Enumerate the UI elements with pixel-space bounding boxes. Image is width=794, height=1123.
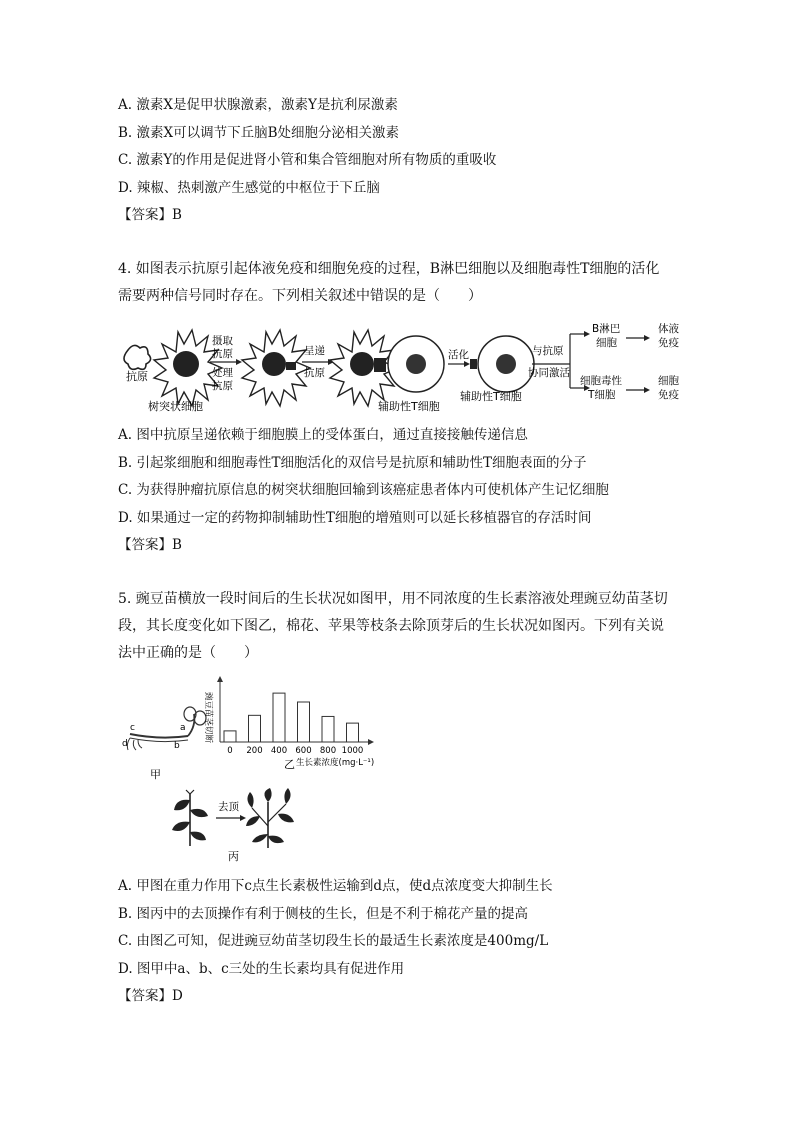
co-activation-a: 与抗原 [532,345,564,357]
q5-stem-line3: 法中正确的是（ ） [118,645,258,661]
q4-option-d: D. 如果通过一定的药物抑制辅助性T细胞的增殖则可以延长移植器官的存活时间 [118,510,592,526]
dendritic-cell-label: 树突状细胞 [148,400,203,413]
label-jia: 甲 [150,768,161,781]
step2-a: 呈递 [304,345,325,357]
helper-t2-label: 辅助性T细胞 [460,390,522,403]
q3-answer: 【答案】B [118,207,182,223]
step1-c: 处理 [212,367,233,379]
label-bing: 丙 [228,850,239,863]
q3-option-c: C. 激素Y的作用是促进肾小管和集合管细胞对所有物质的重吸收 [118,152,497,168]
plant-after [246,788,294,848]
point-d: d [122,739,128,749]
antigen-label: 抗原 [126,370,148,383]
tick-label-600: 600 [295,746,312,756]
point-c: c [130,723,135,733]
tick-label-800: 800 [319,746,337,756]
q4-option-a: A. 图中抗原呈递依赖于细胞膜上的受体蛋白，通过直接接触传递信息 [118,427,528,443]
activate-label: 活化 [448,349,469,361]
co-activation-b: 协同激活 [528,367,570,379]
bar-1000 [347,723,359,742]
q5-option-d: D. 图甲中a、b、c三处的生长素均具有促进作用 [118,961,405,977]
humoral-a: 体液 [658,323,679,335]
q5-option-b: B. 图丙中的去顶操作有利于侧枝的生长，但是不利于棉花产量的提高 [118,906,529,922]
step1-a: 摄取 [212,335,233,347]
cellular-a: 细胞 [658,375,679,387]
b-cell-b: 细胞 [596,337,617,349]
step1-d: 抗原 [212,380,233,392]
plant-before [172,790,208,846]
point-b: b [174,741,180,751]
ctl-b: T细胞 [588,389,616,401]
q4-stem-line2: 需要两种信号同时存在。下列相关叙述中错误的是（ ） [118,288,482,304]
point-a: a [180,723,186,733]
bar-600 [298,702,310,742]
topping-label: 去顶 [218,801,239,813]
b-cell-a: B淋巴 [592,323,621,335]
q5-answer: 【答案】D [118,988,183,1004]
antigen-shape [124,345,151,369]
q4-immune-figure [118,318,698,416]
helper-t-cell-1 [388,336,444,392]
q4-stem-line1: 4. 如图表示抗原引起体液免疫和细胞免疫的过程，B淋巴细胞以及细胞毒性T细胞的活化 [118,261,660,277]
q5-stem-line1: 5. 豌豆苗横放一段时间后的生长状况如图甲，用不同浓度的生长素溶液处理豌豆幼苗茎切 [118,591,668,607]
cellular-b: 免疫 [658,389,679,401]
bar-400 [273,693,285,742]
chart-xlabel: 生长素浓度(mg·L⁻¹) [296,758,375,768]
tick-label-400: 400 [270,746,288,756]
figure-bing [168,786,308,864]
tick-label-200: 200 [246,746,263,756]
q5-stem-line2: 段，其长度变化如下图乙，棉花、苹果等枝条去除顶芽后的生长状况如图丙。下列有关说 [118,618,664,634]
q5-option-c: C. 由图乙可知，促进豌豆幼苗茎切段生长的最适生长素浓度是400mg/L [118,933,549,949]
tick-label-0: 0 [227,746,233,756]
step1-b: 抗原 [212,348,233,360]
q4-option-c: C. 为获得肿瘤抗原信息的树突状细胞回输到该癌症患者体内可使机体产生记忆细胞 [118,482,609,498]
step2-b: 抗原 [304,367,325,379]
dendritic-cell-2 [242,330,310,406]
humoral-b: 免疫 [658,337,679,349]
q3-option-b: B. 激素X可以调节下丘脑B处细胞分泌相关激素 [118,125,400,141]
q4-answer: 【答案】B [118,537,182,553]
bar-200 [249,715,261,742]
tick-label-1000: 1000 [341,746,364,756]
ctl-a: 细胞毒性 [580,375,622,387]
q3-option-d: D. 辣椒、热刺激产生感觉的中枢位于下丘脑 [118,180,380,196]
chart-ylabel: 豌豆苗茎切断 [203,692,213,744]
figure-yi-chart [196,672,376,798]
q3-option-a: A. 激素X是促甲状腺激素，激素Y是抗利尿激素 [118,97,398,113]
bar-0 [224,731,236,742]
q5-option-a: A. 甲图在重力作用下c点生长素极性运输到d点，使d点浓度变大抑制生长 [118,878,553,894]
helper-t-cell-2 [470,336,534,392]
label-yi: 乙 [284,758,295,771]
bar-800 [322,716,334,742]
helper-t1-label: 辅助性T细胞 [378,400,440,413]
q4-option-b: B. 引起浆细胞和细胞毒性T细胞活化的双信号是抗原和辅助性T细胞表面的分子 [118,455,587,471]
